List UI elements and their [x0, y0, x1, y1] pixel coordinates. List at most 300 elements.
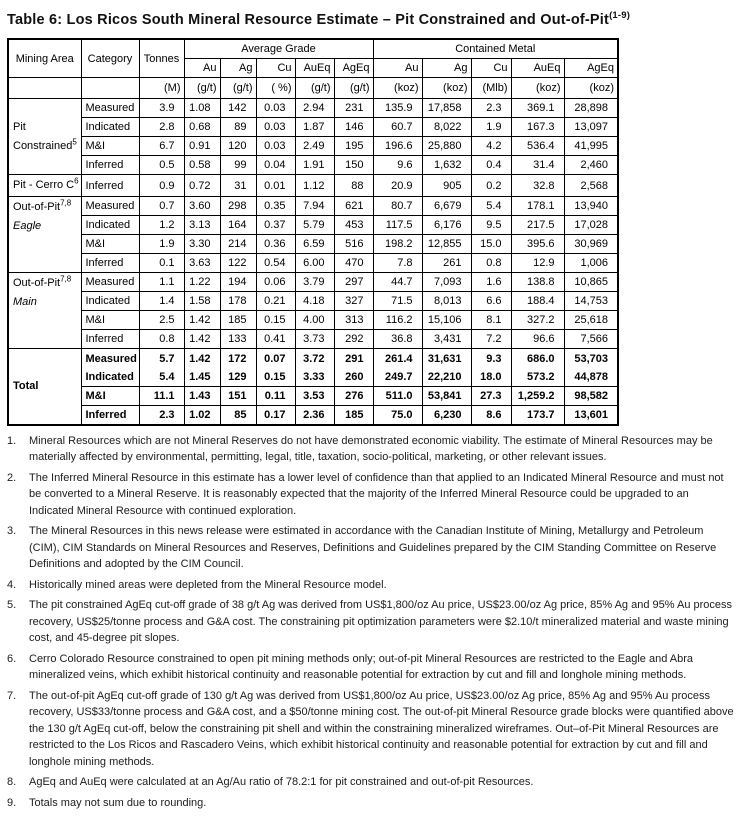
value-cell: 96.6 [511, 330, 564, 349]
value-cell: 1.91 [295, 156, 334, 175]
table-row [8, 156, 618, 175]
value-cell: 0.36 [256, 235, 295, 254]
value-cell: 31,631 [422, 349, 471, 368]
value-cell: 1.1 [139, 273, 184, 292]
table-row [8, 292, 618, 311]
value-cell: 0.9 [139, 175, 184, 197]
value-cell: 1.42 [184, 311, 220, 330]
value-cell: 217.5 [511, 216, 564, 235]
table-row [8, 99, 618, 118]
value-cell: 8.1 [471, 311, 511, 330]
header-grade-au: Au [184, 59, 220, 78]
footnote-3 [7, 523, 736, 573]
value-cell: 0.04 [256, 156, 295, 175]
value-cell: 621 [334, 197, 373, 216]
value-cell: 164 [220, 216, 256, 235]
value-cell: 292 [334, 330, 373, 349]
header-grade-ageq: AgEq [334, 59, 373, 78]
value-cell: 298 [220, 197, 256, 216]
mining-area-label: Total [13, 380, 39, 393]
value-cell: 3.13 [184, 216, 220, 235]
value-cell: 6,176 [422, 216, 471, 235]
value-cell: 12.9 [511, 254, 564, 273]
header-contained-metal-group: Contained Metal [373, 39, 618, 59]
value-cell: 22,210 [422, 368, 471, 387]
value-cell: 17,858 [422, 99, 471, 118]
value-cell: 15,106 [422, 311, 471, 330]
value-cell: 536.4 [511, 137, 564, 156]
value-cell: 7,566 [564, 330, 618, 349]
footnote-reference: 7,8 [60, 274, 72, 284]
value-cell: 0.7 [139, 197, 184, 216]
value-cell: 0.07 [256, 349, 295, 368]
value-cell: 0.91 [184, 137, 220, 156]
mining-area-label: Out-of-Pit$^{7,8}$ [13, 198, 72, 214]
header-metal-au: Au [373, 59, 422, 78]
resource-table [7, 38, 619, 426]
value-cell: 25,618 [564, 311, 618, 330]
value-cell: 3,431 [422, 330, 471, 349]
unit-grade-aueq: (g/t) [295, 78, 334, 99]
value-cell: 2.94 [295, 99, 334, 118]
category-cell: M&I [81, 387, 139, 406]
value-cell: 98,582 [564, 387, 618, 406]
mining-area-label: Eagle [13, 220, 42, 233]
mining-area-label: Out-of-Pit$^{7,8}$ [13, 274, 72, 290]
value-cell: 9.6 [373, 156, 422, 175]
value-cell: 6,230 [422, 406, 471, 425]
value-cell: 146 [334, 118, 373, 137]
footnotes [7, 433, 739, 812]
value-cell: 297 [334, 273, 373, 292]
value-cell: 905 [422, 175, 471, 197]
value-cell: 135.9 [373, 99, 422, 118]
value-cell: 9.5 [471, 216, 511, 235]
value-cell: 117.5 [373, 216, 422, 235]
category-cell: M&I [81, 311, 139, 330]
value-cell: 75.0 [373, 406, 422, 425]
table-row [8, 197, 618, 216]
value-cell: 249.7 [373, 368, 422, 387]
value-cell: 6,679 [422, 197, 471, 216]
value-cell: 1.6 [471, 273, 511, 292]
value-cell: 8,013 [422, 292, 471, 311]
value-cell: 0.03 [256, 137, 295, 156]
footnote-reference: 6 [74, 176, 79, 186]
footnote-number: 4. [7, 578, 17, 591]
value-cell: 1,259.2 [511, 387, 564, 406]
unit-empty-category [81, 78, 139, 99]
value-cell: 260 [334, 368, 373, 387]
value-cell: 1.9 [139, 235, 184, 254]
value-cell: 0.03 [256, 118, 295, 137]
value-cell: 13,097 [564, 118, 618, 137]
value-cell: 0.17 [256, 406, 295, 425]
value-cell: 17,028 [564, 216, 618, 235]
table-row [8, 216, 618, 235]
mining-area-label: Pit - Cerro $C^6$ [13, 176, 79, 192]
value-cell: 0.5 [139, 156, 184, 175]
value-cell: 99 [220, 156, 256, 175]
value-cell: 511.0 [373, 387, 422, 406]
value-cell: 7.2 [471, 330, 511, 349]
header-grade-cu: Cu [256, 59, 295, 78]
value-cell: 0.35 [256, 197, 295, 216]
category-cell: Inferred [81, 175, 139, 197]
value-cell: 142 [220, 99, 256, 118]
value-cell: 7.94 [295, 197, 334, 216]
value-cell: 89 [220, 118, 256, 137]
value-cell: 327 [334, 292, 373, 311]
title-text: Table 6: Los Ricos South Mineral Resource Estimate – Pit Constrained and Out-of-Pit [7, 11, 610, 28]
unit-empty-mining-area [8, 78, 81, 99]
unit-metal-ag: (koz) [422, 78, 471, 99]
header-grade-aueq: AuEq [295, 59, 334, 78]
value-cell: 1.02 [184, 406, 220, 425]
value-cell: 1,006 [564, 254, 618, 273]
value-cell: 13,601 [564, 406, 618, 425]
unit-grade-au: (g/t) [184, 78, 220, 99]
value-cell: 173.7 [511, 406, 564, 425]
category-cell: Measured [81, 349, 139, 368]
value-cell: 9.3 [471, 349, 511, 368]
value-cell: 0.8 [471, 254, 511, 273]
footnote-number: 1. [7, 434, 17, 447]
value-cell: 1.42 [184, 349, 220, 368]
value-cell: 313 [334, 311, 373, 330]
value-cell: 41,995 [564, 137, 618, 156]
value-cell: 1.2 [139, 216, 184, 235]
value-cell: 0.41 [256, 330, 295, 349]
value-cell: 198.2 [373, 235, 422, 254]
header-mining-area: Mining Area [8, 39, 81, 78]
footnote-text: The out-of-pit AgEq cut-off grade of 130 g/t Ag was derived from US$1,800/oz Au price, US$23.00/oz Ag price, 85% Ag and 95% Au process recovery, US$33/tonne process and G&A cost, and a $50/tonne mining cost. The out-of-pit Mineral Resource grade blocks were quantified above the 130 g/t AgEq cut-off, below the constraining pit shell and within the constraining mineralized wireframes. Out–of-Pit Mineral Resources are restricted to the Los Ricos and Rascadero Veins, which exhibit historical continuity and reasonable potential for extraction by cut and fill and longhole mining methods. [29, 689, 734, 768]
value-cell: 686.0 [511, 349, 564, 368]
value-cell: 10,865 [564, 273, 618, 292]
unit-metal-aueq: (koz) [511, 78, 564, 99]
value-cell: 573.2 [511, 368, 564, 387]
footnote-5 [7, 597, 736, 647]
value-cell: 3.30 [184, 235, 220, 254]
value-cell: 195 [334, 137, 373, 156]
value-cell: 5.4 [471, 197, 511, 216]
value-cell: 120 [220, 137, 256, 156]
footnote-7 [7, 688, 736, 771]
value-cell: 2.49 [295, 137, 334, 156]
category-cell: Inferred [81, 156, 139, 175]
value-cell: 6.6 [471, 292, 511, 311]
mining-area-cell [8, 99, 81, 175]
value-cell: 196.6 [373, 137, 422, 156]
value-cell: 470 [334, 254, 373, 273]
title-superscript: (1-9) [609, 10, 631, 21]
value-cell: 172 [220, 349, 256, 368]
value-cell: 1.22 [184, 273, 220, 292]
value-cell: 1,632 [422, 156, 471, 175]
value-cell: 3.73 [295, 330, 334, 349]
mining-area-cell [8, 273, 81, 349]
value-cell: 261 [422, 254, 471, 273]
footnote-number: 9. [7, 796, 17, 809]
value-cell: 0.01 [256, 175, 295, 197]
footnote-text: AgEq and AuEq were calculated at an Ag/Au ratio of 78.2:1 for pit constrained and out-of-pit Resources. [29, 776, 534, 789]
value-cell: 3.72 [295, 349, 334, 368]
value-cell: 151 [220, 387, 256, 406]
footnote-8 [7, 774, 736, 791]
value-cell: 6.7 [139, 137, 184, 156]
value-cell: 8.6 [471, 406, 511, 425]
mining-area-label: Main [13, 296, 37, 309]
value-cell: 27.3 [471, 387, 511, 406]
value-cell: 3.60 [184, 197, 220, 216]
value-cell: 1.9 [471, 118, 511, 137]
value-cell: 0.15 [256, 368, 295, 387]
table-row [8, 330, 618, 349]
footnote-number: 6. [7, 652, 17, 665]
footnote-number: 7. [7, 689, 17, 702]
value-cell: 5.7 [139, 349, 184, 368]
value-cell: 2.5 [139, 311, 184, 330]
value-cell: 1.12 [295, 175, 334, 197]
value-cell: 0.1 [139, 254, 184, 273]
header-metal-cu: Cu [471, 59, 511, 78]
value-cell: 1.87 [295, 118, 334, 137]
value-cell: 327.2 [511, 311, 564, 330]
value-cell: 71.5 [373, 292, 422, 311]
footnote-text: The Inferred Mineral Resource in this estimate has a lower level of confidence than that applied to an Indicated Mineral Resource and must not be converted to a Mineral Reserve. It is reasonably expected that the majority of the Inferred Mineral Resource could be upgraded to an Indicated Mineral Resource with continued exploration. [29, 471, 724, 517]
value-cell: 53,841 [422, 387, 471, 406]
unit-grade-cu: ( %) [256, 78, 295, 99]
footnote-number: 5. [7, 599, 17, 612]
value-cell: 3.79 [295, 273, 334, 292]
value-cell: 28,898 [564, 99, 618, 118]
value-cell: 122 [220, 254, 256, 273]
value-cell: 2.8 [139, 118, 184, 137]
footnote-9 [7, 795, 736, 812]
header-tonnes: Tonnes [139, 39, 184, 78]
header-metal-ageq: AgEq [564, 59, 618, 78]
value-cell: 6.59 [295, 235, 334, 254]
table-row [8, 273, 618, 292]
value-cell: 80.7 [373, 197, 422, 216]
value-cell: 0.68 [184, 118, 220, 137]
category-cell: Indicated [81, 118, 139, 137]
value-cell: 0.03 [256, 99, 295, 118]
value-cell: 1.08 [184, 99, 220, 118]
value-cell: 0.58 [184, 156, 220, 175]
unit-grade-ageq: (g/t) [334, 78, 373, 99]
footnote-text: The Mineral Resources in this news release were estimated in accordance with the Canadian Institute of Mining, Metallurgy and Petroleum (CIM), CIM Standards on Mineral Resources and Reserves, Definitions and Guidelines prepared by the CIM Standing Committee on Reserve Definitions and adopted by the CIM Council. [29, 525, 717, 571]
footnote-text: Mineral Resources which are not Mineral Reserves do not have demonstrated economic viability. The estimate of Mineral Resources may be materially affected by environmental, permitting, legal, title, taxation, socio-political, marketing, or other relevant issues. [29, 434, 713, 464]
footnote-1 [7, 433, 736, 466]
value-cell: 4.2 [471, 137, 511, 156]
value-cell: 8,022 [422, 118, 471, 137]
value-cell: 231 [334, 99, 373, 118]
value-cell: 167.3 [511, 118, 564, 137]
table-row [8, 311, 618, 330]
value-cell: 1.4 [139, 292, 184, 311]
category-cell: Inferred [81, 330, 139, 349]
value-cell: 0.37 [256, 216, 295, 235]
value-cell: 18.0 [471, 368, 511, 387]
value-cell: 178.1 [511, 197, 564, 216]
value-cell: 1.42 [184, 330, 220, 349]
value-cell: 30,969 [564, 235, 618, 254]
value-cell: 1.45 [184, 368, 220, 387]
value-cell: 88 [334, 175, 373, 197]
page-title [7, 10, 739, 28]
value-cell: 3.33 [295, 368, 334, 387]
unit-tonnes: (M) [139, 78, 184, 99]
value-cell: 395.6 [511, 235, 564, 254]
value-cell: 20.9 [373, 175, 422, 197]
category-cell: M&I [81, 235, 139, 254]
value-cell: 0.8 [139, 330, 184, 349]
footnote-reference: 7,8 [60, 198, 72, 208]
unit-grade-ag: (g/t) [220, 78, 256, 99]
value-cell: 276 [334, 387, 373, 406]
value-cell: 2,460 [564, 156, 618, 175]
value-cell: 3.63 [184, 254, 220, 273]
footnote-text: The pit constrained AgEq cut-off grade of 38 g/t Ag was derived from US$1,800/oz Au price, US$23.00/oz Ag price, 85% Ag and 95% Au process recovery, US$25/tonne process and G&A cost. The constraining pit optimization parameters were $2.10/t mineralized material and waste mining cost, and 45-degree pit slopes. [29, 599, 733, 645]
value-cell: 0.11 [256, 387, 295, 406]
value-cell: 4.18 [295, 292, 334, 311]
category-cell: Measured [81, 99, 139, 118]
value-cell: 14,753 [564, 292, 618, 311]
value-cell: 3.9 [139, 99, 184, 118]
footnote-reference: 5 [72, 137, 77, 147]
value-cell: 12,855 [422, 235, 471, 254]
resource-table-body [8, 99, 618, 425]
table-row [8, 235, 618, 254]
value-cell: 15.0 [471, 235, 511, 254]
value-cell: 291 [334, 349, 373, 368]
mining-area-cell [8, 197, 81, 273]
value-cell: 1.43 [184, 387, 220, 406]
mining-area-label: Pit [13, 120, 26, 133]
mining-area-cell [8, 175, 81, 197]
table-row [8, 137, 618, 156]
value-cell: 2.3 [471, 99, 511, 118]
value-cell: 188.4 [511, 292, 564, 311]
value-cell: 13,940 [564, 197, 618, 216]
value-cell: 453 [334, 216, 373, 235]
footnote-2 [7, 470, 736, 520]
value-cell: 516 [334, 235, 373, 254]
value-cell: 0.54 [256, 254, 295, 273]
value-cell: 185 [220, 311, 256, 330]
value-cell: 133 [220, 330, 256, 349]
table-row [8, 406, 618, 425]
category-cell: Measured [81, 273, 139, 292]
value-cell: 44.7 [373, 273, 422, 292]
value-cell: 32.8 [511, 175, 564, 197]
header-metal-aueq: AuEq [511, 59, 564, 78]
value-cell: 31 [220, 175, 256, 197]
value-cell: 4.00 [295, 311, 334, 330]
unit-metal-ageq: (koz) [564, 78, 618, 99]
value-cell: 185 [334, 406, 373, 425]
category-cell: Inferred [81, 406, 139, 425]
footnote-number: 8. [7, 776, 17, 789]
category-cell: Indicated [81, 368, 139, 387]
footnote-number: 3. [7, 525, 17, 538]
table-row [8, 387, 618, 406]
footnote-6 [7, 651, 736, 684]
value-cell: 2.3 [139, 406, 184, 425]
category-cell: Indicated [81, 216, 139, 235]
header-average-grade-group: Average Grade [184, 39, 373, 59]
value-cell: 194 [220, 273, 256, 292]
value-cell: 31.4 [511, 156, 564, 175]
header-category: Category [81, 39, 139, 78]
value-cell: 1.58 [184, 292, 220, 311]
category-cell: Inferred [81, 254, 139, 273]
header-metal-ag: Ag [422, 59, 471, 78]
value-cell: 178 [220, 292, 256, 311]
footnote-text: Totals may not sum due to rounding. [29, 796, 207, 809]
value-cell: 0.4 [471, 156, 511, 175]
value-cell: 0.72 [184, 175, 220, 197]
value-cell: 0.06 [256, 273, 295, 292]
value-cell: 53,703 [564, 349, 618, 368]
value-cell: 214 [220, 235, 256, 254]
value-cell: 2,568 [564, 175, 618, 197]
value-cell: 3.53 [295, 387, 334, 406]
value-cell: 7.8 [373, 254, 422, 273]
value-cell: 11.1 [139, 387, 184, 406]
value-cell: 85 [220, 406, 256, 425]
footnote-4 [7, 577, 736, 594]
value-cell: 6.00 [295, 254, 334, 273]
value-cell: 261.4 [373, 349, 422, 368]
value-cell: 60.7 [373, 118, 422, 137]
value-cell: 2.36 [295, 406, 334, 425]
mining-area-label: Constrained$^5$ [13, 137, 77, 152]
value-cell: 0.15 [256, 311, 295, 330]
value-cell: 138.8 [511, 273, 564, 292]
value-cell: 7,093 [422, 273, 471, 292]
value-cell: 116.2 [373, 311, 422, 330]
value-cell: 36.8 [373, 330, 422, 349]
table-row [8, 349, 618, 368]
footnote-number: 2. [7, 471, 17, 484]
header-grade-ag: Ag [220, 59, 256, 78]
footnote-text: Cerro Colorado Resource constrained to open pit mining methods only; out-of-pit Mineral Resources are restricted to the Eagle and Abra mineralized veins, which exhibit historical continuity and reasonable potential for extraction by cut and fill and longhole mining methods. [29, 652, 694, 682]
table-row [8, 368, 618, 387]
table-header [8, 39, 618, 99]
unit-metal-cu: (Mlb) [471, 78, 511, 99]
value-cell: 5.79 [295, 216, 334, 235]
value-cell: 5.4 [139, 368, 184, 387]
category-cell: Indicated [81, 292, 139, 311]
table-row [8, 118, 618, 137]
footnote-text: Historically mined areas were depleted from the Mineral Resource model. [29, 578, 387, 591]
category-cell: M&I [81, 137, 139, 156]
value-cell: 369.1 [511, 99, 564, 118]
mining-area-cell [8, 349, 81, 425]
value-cell: 25,880 [422, 137, 471, 156]
value-cell: 44,878 [564, 368, 618, 387]
value-cell: 129 [220, 368, 256, 387]
value-cell: 150 [334, 156, 373, 175]
table-row [8, 254, 618, 273]
unit-metal-au: (koz) [373, 78, 422, 99]
table-row [8, 175, 618, 197]
value-cell: 0.21 [256, 292, 295, 311]
value-cell: 0.2 [471, 175, 511, 197]
category-cell: Measured [81, 197, 139, 216]
